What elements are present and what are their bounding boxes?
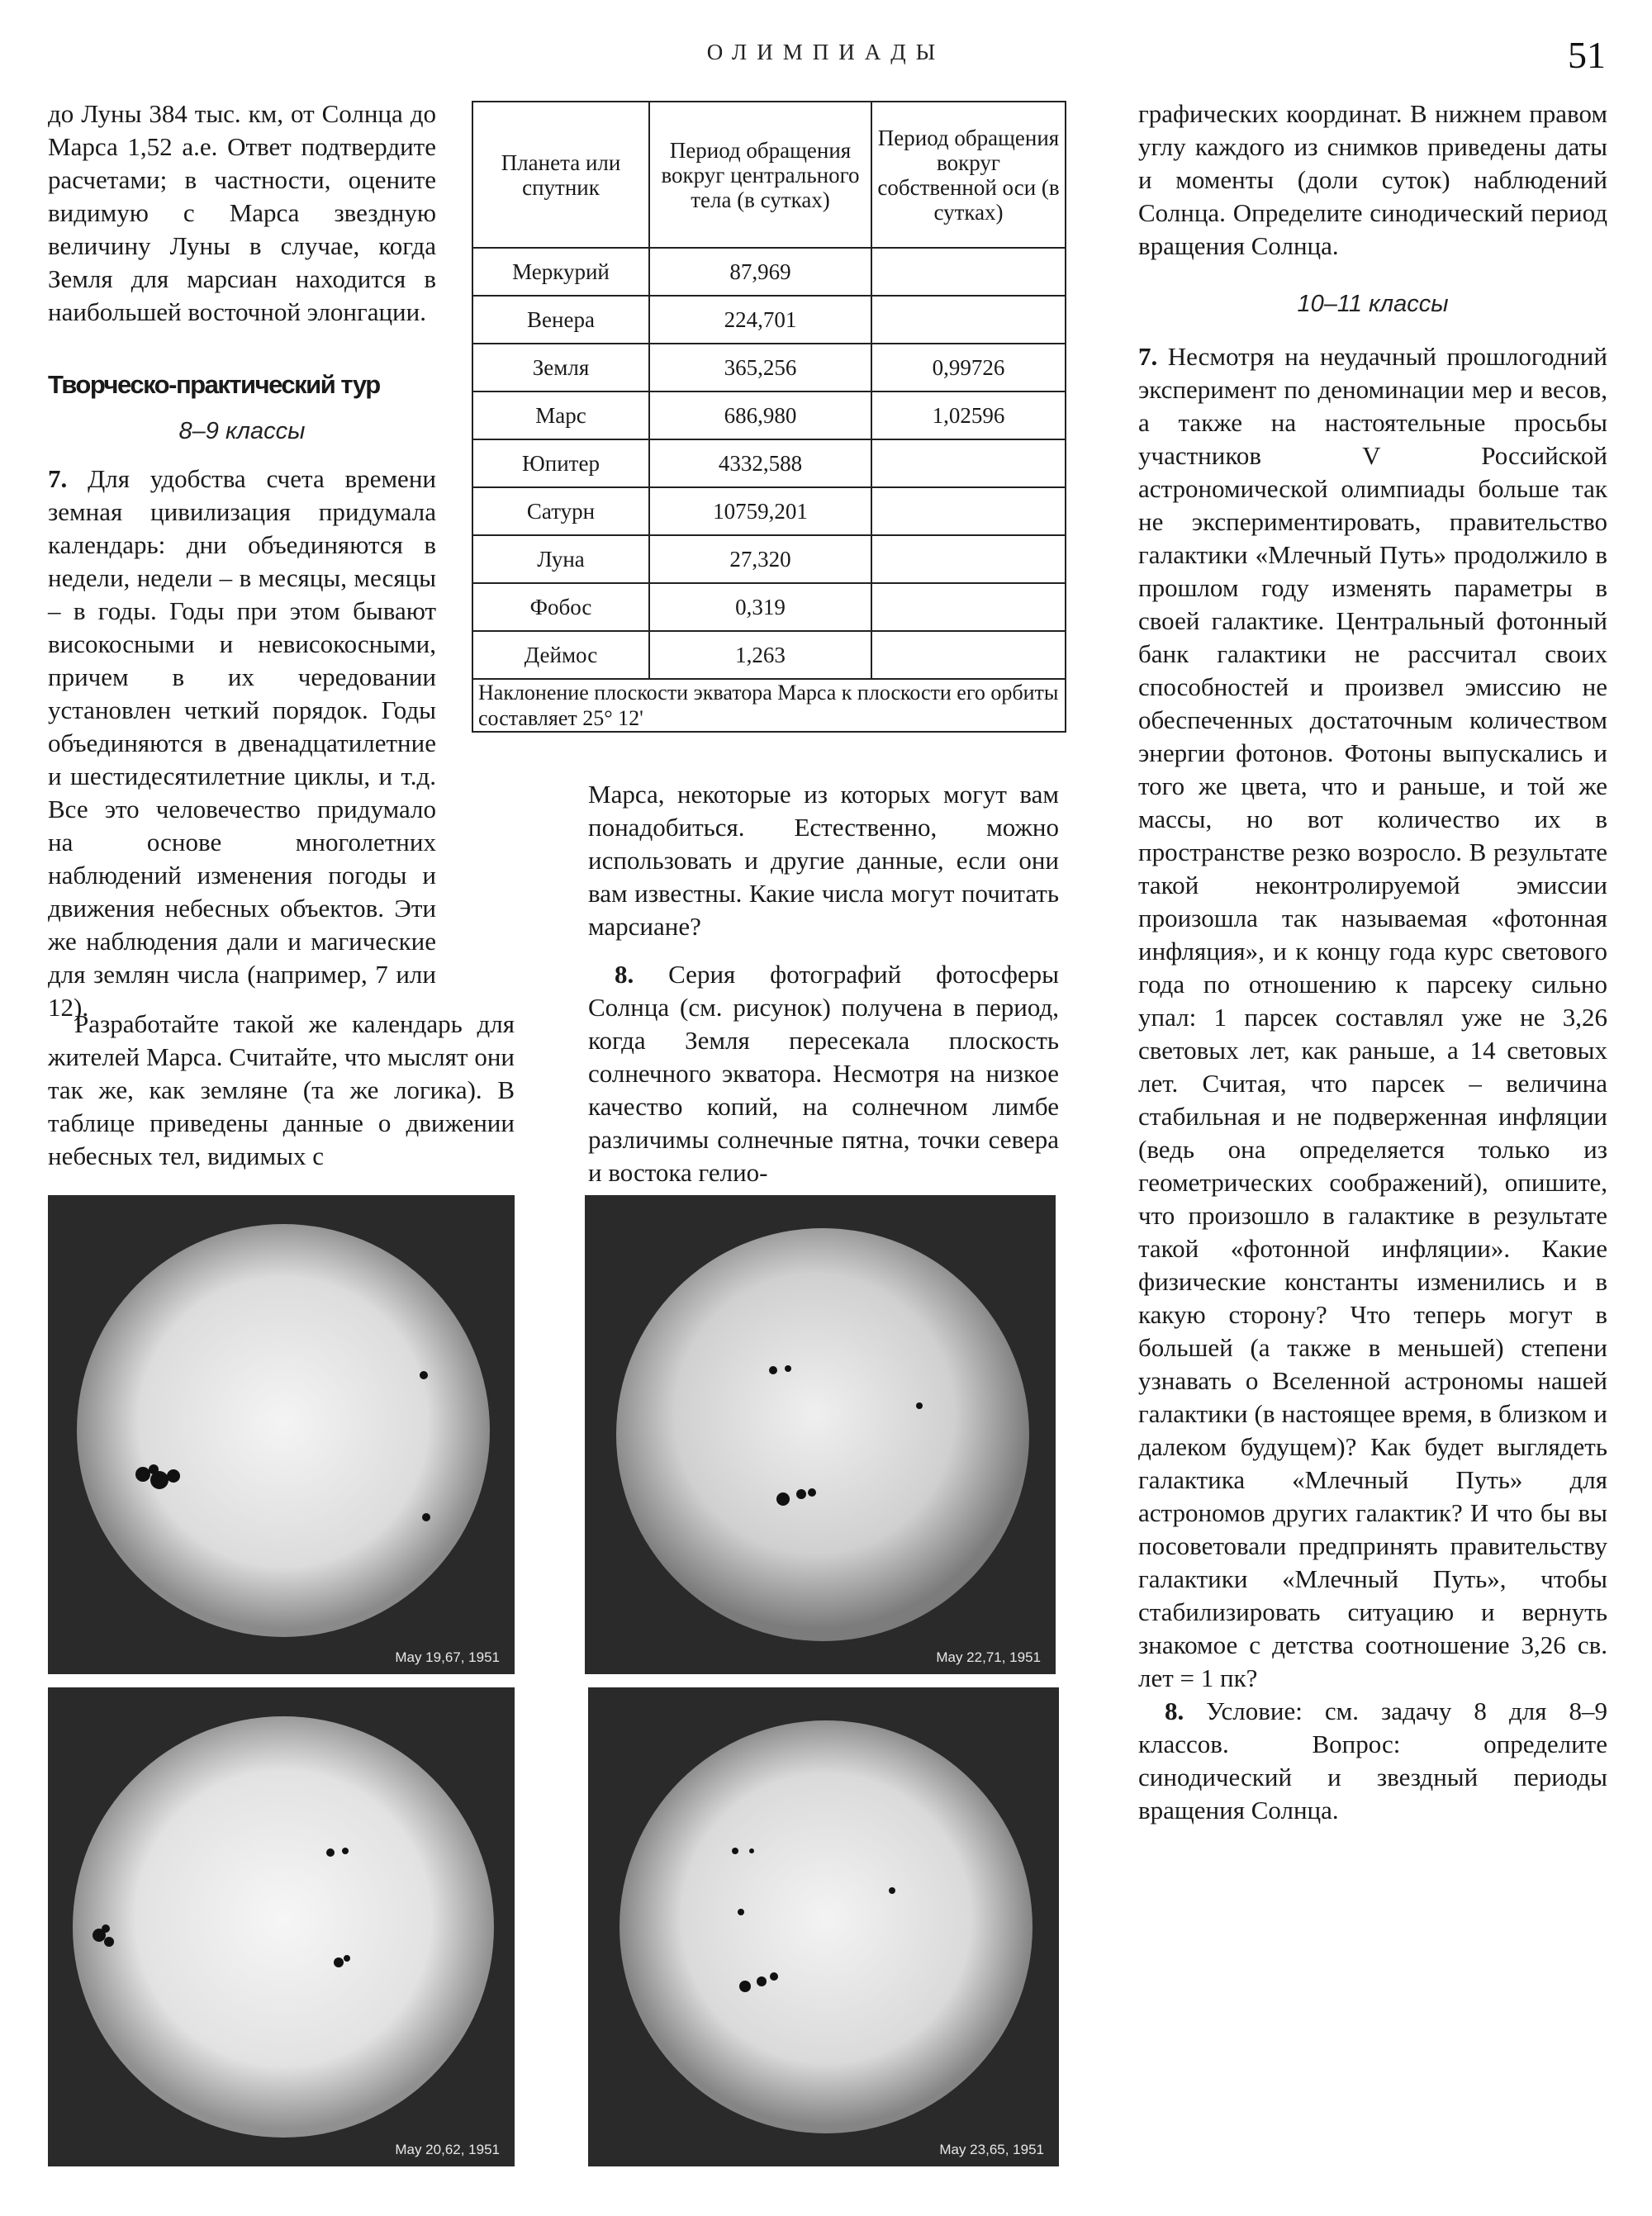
problem-8-text: Серия фотографий фотосферы Солнца (см. рисунок) получена в период, когда Земля пересекала плоскость солнечного экватора. Несмотря на низкое качество копий, на солнечном лимбе различимы солнечные пятна, точки севера и востока гелио- [588, 960, 1059, 1187]
table-header-row [472, 102, 1066, 248]
cell-rotation-period [871, 296, 1066, 344]
problem-7-task-block [48, 1008, 515, 1173]
cell-orbital-period: 365,256 [649, 344, 871, 391]
cell-body-name: Фобос [472, 583, 649, 631]
right-continuation: графических координат. В нижнем правом углу каждого из снимков приведены даты и моменты (доли суток) наблюдений Солнца. Определите синодический период вращения Солнца. [1138, 99, 1607, 260]
sun-disk-image [48, 1687, 515, 2166]
problem-7-text: Для удобства счета времени земная цивилизация придумала календарь: дни объединяются в недели, недели – в месяцы, месяцы – в годы. Годы при этом бывают високосными и невисокосными, причем в их чередовании установлен четкий порядок. Годы объединяются в двенадцатилетние и шестидесятилетние циклы, и т.д. Все это человечество придумало на основе многолетних наблюдений изменения погоды и движения небесных объектов. Эти же наблюдения дали и магические для землян числа (например, 7 или 12). [48, 464, 436, 1022]
subsection-8-9: 8–9 классы [178, 418, 306, 444]
problem-7-block [48, 463, 436, 1024]
page-number: 51 [1568, 34, 1606, 76]
cell-orbital-period: 1,263 [649, 631, 871, 679]
problem-8-number: 8. [615, 960, 634, 989]
cell-body-name: Сатурн [472, 487, 649, 535]
table-row [472, 439, 1066, 487]
left-column [48, 97, 436, 467]
cell-orbital-period: 224,701 [649, 296, 871, 344]
intro-paragraph: до Луны 384 тыс. км, от Солнца до Марса 1,52 а.е. Ответ подтвердите расчетами; в частности, оцените видимую с Марса звездную величину Луны в случае, когда Земля для марсиан находится в наибольшей восточной элонгации. [48, 99, 436, 326]
table-row [472, 583, 1066, 631]
cell-body-name: Марс [472, 391, 649, 439]
cell-body-name: Юпитер [472, 439, 649, 487]
header-body: Планета или спутник [472, 102, 649, 248]
problem-7-task: Разработайте такой же календарь для жителей Марса. Считайте, что мыслят они так же, как земляне (та же логика). В таблице приведены данные о движении небесных тел, видимых с [48, 1009, 515, 1170]
problem-8b-paragraph [1138, 1695, 1607, 1827]
problem-7-paragraph [48, 463, 436, 1024]
table-row [472, 535, 1066, 583]
section-title: Творческо-практический тур [48, 370, 380, 399]
cell-rotation-period [871, 631, 1066, 679]
subsection-10-11: 10–11 классы [1297, 291, 1449, 317]
cell-body-name: Деймос [472, 631, 649, 679]
cell-orbital-period: 87,969 [649, 248, 871, 296]
table-row [472, 391, 1066, 439]
cell-rotation-period [871, 439, 1066, 487]
problem-7b-number: 7. [1138, 342, 1158, 371]
cell-body-name: Венера [472, 296, 649, 344]
problem-8-paragraph [588, 958, 1059, 1189]
photo-caption-3: May 20,62, 1951 [395, 2142, 500, 2157]
photo-caption-2: May 22,71, 1951 [936, 1649, 1041, 1665]
table-note: Наклонение плоскости экватора Марса к плоскости его орбиты составляет 25° 12' [472, 679, 1066, 732]
cell-body-name: Луна [472, 535, 649, 583]
middle-column [588, 778, 1059, 1189]
sun-photo-2 [585, 1195, 1056, 1674]
planet-data-table [472, 101, 1066, 733]
problem-7b-paragraph [1138, 340, 1607, 1695]
cell-orbital-period: 4332,588 [649, 439, 871, 487]
cell-rotation-period [871, 487, 1066, 535]
cell-orbital-period: 686,980 [649, 391, 871, 439]
cell-orbital-period: 10759,201 [649, 487, 871, 535]
header-orbital-period: Период обращения вокруг центрального тела (в сутках) [649, 102, 871, 248]
problem-8b-number: 8. [1165, 1696, 1184, 1725]
running-title: ОЛИМПИАДЫ [706, 40, 946, 64]
header-rotation-period: Период обращения вокруг собственной оси (в сутках) [871, 102, 1066, 248]
cell-rotation-period: 0,99726 [871, 344, 1066, 391]
table-row [472, 248, 1066, 296]
problem-7b-text: Несмотря на неудачный прошлогодний эксперимент по деноминации мер и весов, а также на настоятельные просьбы участников V Российской астрономической олимпиады больше так не экспериментировать, правительство галактики «Млечный Путь» продолжило в прошлом году изменять параметры в своей галактике. Центральный фотонный банк галактики не рассчитал своих способностей и произвел эмиссию не обеспеченных достаточным количеством энергии фотонов. Фотоны выпускались и того же цвета, что и раньше, и той же массы, но вот количество их в пространстве резко возросло. В результате такой неконтролируемой эмиссии произошла так называемая «фотонная инфляция», и к концу года курс светового года по отношению к парсеку сильно упал: 1 парсек составлял уже не 3,26 световых лет, как раньше, а 14 световых лет. Считая, что парсек – величина стабильная и не подверженная инфляции (ведь она определяется только из геометрических соображений), опишите, что произошло в галактике в результате такой «фотонной инфляции». Какие физические константы изменились и в какую сторону? Что теперь могут в большей (а также в меньшей) степени узнавать о Вселенной астрономы нашей галактики (в настоящее время, в близком и далеком будущем)? Как будет выглядеть галактика «Млечный Путь» для астрономов других галактик? И что бы вы посоветовали предпринять правительству галактики «Млечный Путь», чтобы стабилизировать ситуацию и вернуть знакомое с детства соотношение 3,26 св. лет = 1 пк? [1138, 342, 1607, 1692]
sun-photo-4 [588, 1687, 1059, 2166]
cell-rotation-period [871, 248, 1066, 296]
cell-orbital-period: 27,320 [649, 535, 871, 583]
table-note-row [472, 679, 1066, 732]
cell-rotation-period: 1,02596 [871, 391, 1066, 439]
table-row [472, 487, 1066, 535]
sun-disk-image [48, 1195, 515, 1674]
table-row [472, 344, 1066, 391]
problem-8b-text: Условие: см. задачу 8 для 8–9 классов. Вопрос: определите синодический и звездный периоды вращения Солнца. [1138, 1696, 1607, 1825]
cell-rotation-period [871, 583, 1066, 631]
right-column [1138, 97, 1607, 1827]
table-row [472, 631, 1066, 679]
sun-photo-3 [48, 1687, 515, 2166]
table-continuation: Марса, некоторые из которых могут вам понадобиться. Естественно, можно использовать и другие данные, если они вам известны. Какие числа могут почитать марсиане? [588, 780, 1059, 941]
sun-disk-image [588, 1687, 1059, 2166]
cell-body-name: Меркурий [472, 248, 649, 296]
cell-body-name: Земля [472, 344, 649, 391]
photo-caption-1: May 19,67, 1951 [395, 1649, 500, 1665]
problem-7-number: 7. [48, 464, 68, 493]
cell-rotation-period [871, 535, 1066, 583]
table-row [472, 296, 1066, 344]
sun-photo-1 [48, 1195, 515, 1674]
sun-disk-image [585, 1195, 1056, 1674]
planet-data-table-wrap [472, 101, 1066, 733]
photo-caption-4: May 23,65, 1951 [939, 2142, 1044, 2157]
cell-orbital-period: 0,319 [649, 583, 871, 631]
